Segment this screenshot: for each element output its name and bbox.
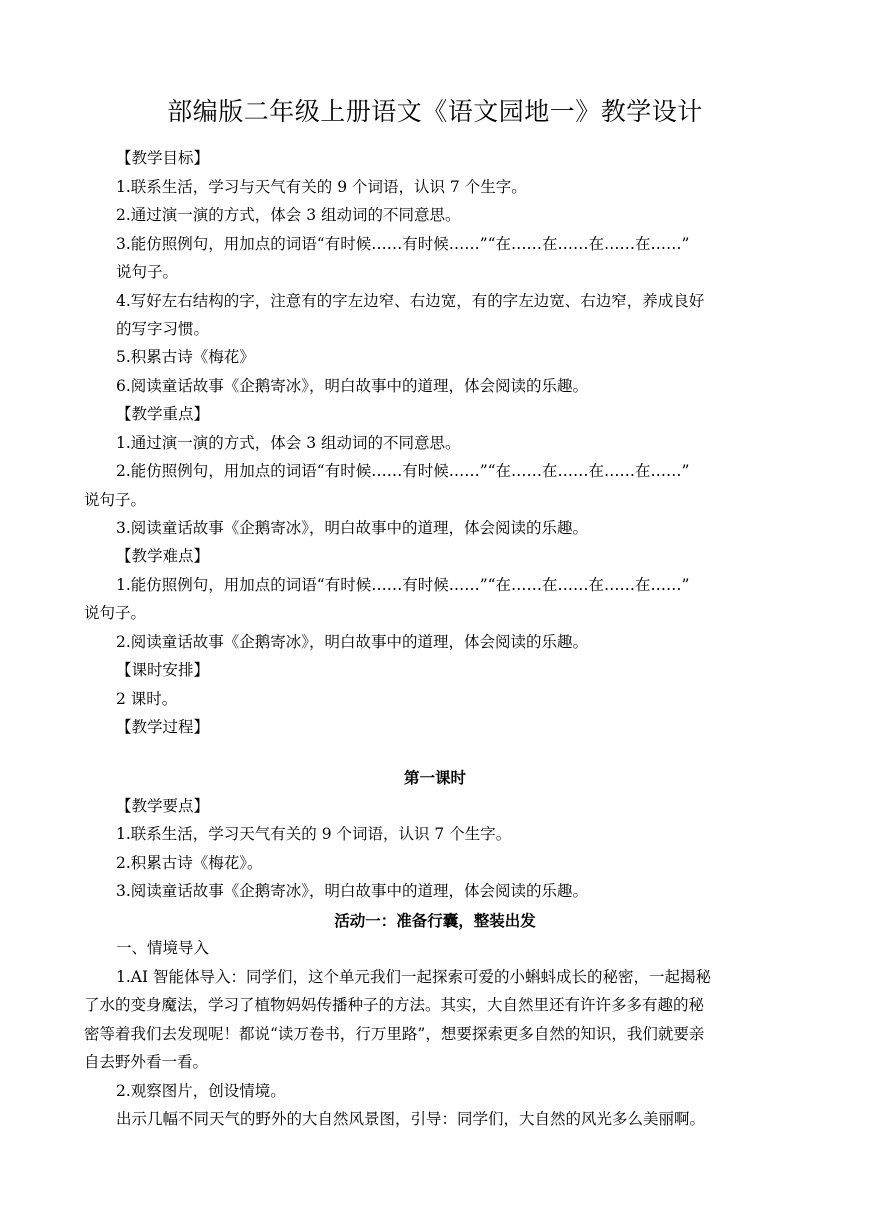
difficulty-item: 1.能仿照例句，用加点的词语“有时候……有时候……”“在……在……在……在……”	[116, 576, 690, 594]
process-heading: 【教学过程】	[116, 718, 210, 736]
goals-heading: 【教学目标】	[116, 149, 210, 167]
goal-item: 6.阅读童话故事《企鹅寄冰》，明白故事中的道理，体会阅读的乐趣。	[116, 377, 589, 395]
activity-title: 活动一：准备行囊，整装出发	[334, 911, 536, 930]
lesson-point-item: 2.积累古诗《梅花》。	[116, 854, 263, 872]
goal-item: 5.积累古诗《梅花》	[116, 348, 255, 366]
lesson-point-item: 3.阅读童话故事《企鹅寄冰》，明白故事中的道理，体会阅读的乐趣。	[116, 882, 589, 900]
goal-item: 3.能仿照例句，用加点的词语“有时候……有时候……”“在……在……在……在……”	[116, 235, 690, 253]
lesson-title: 第一课时	[403, 768, 466, 787]
difficulty-item: 2.阅读童话故事《企鹅寄冰》，明白故事中的道理，体会阅读的乐趣。	[116, 633, 589, 651]
key-points-heading: 【教学重点】	[116, 405, 210, 423]
paragraph-line: 2.观察图片，创设情境。	[116, 1082, 286, 1100]
lesson-point-item: 1.联系生活，学习天气有关的 9 个词语，认识 7 个生字。	[116, 825, 512, 843]
goal-item: 1.联系生活，学习与天气有关的 9 个词语，认识 7 个生字。	[116, 178, 527, 196]
paragraph-line: 了水的变身魔法，学习了植物妈妈传播种子的方法。其实，大自然里还有许许多多有趣的秘	[84, 996, 705, 1014]
section-heading: 一、情境导入	[116, 939, 210, 957]
schedule-heading: 【课时安排】	[116, 661, 210, 679]
paragraph-line: 出示几幅不同天气的野外的大自然风景图，引导：同学们，大自然的风光多么美丽啊。	[116, 1110, 706, 1128]
goal-item: 4.写好左右结构的字，注意有的字左边窄、右边宽，有的字左边宽、右边窄，养成良好	[116, 292, 705, 310]
key-point-item: 2.能仿照例句，用加点的词语“有时候……有时候……”“在……在……在……在……”	[116, 462, 690, 480]
paragraph-line: 1.AI 智能体导入：同学们，这个单元我们一起探索可爱的小蝌蚪成长的秘密，一起揭秘	[116, 968, 712, 986]
difficulties-heading: 【教学难点】	[116, 547, 210, 565]
key-point-item-continued: 说句子。	[84, 491, 147, 509]
key-point-item: 1.通过演一演的方式，体会 3 组动词的不同意思。	[116, 434, 461, 452]
goal-item-continued: 的写字习惯。	[116, 320, 210, 338]
paragraph-line: 自去野外看一看。	[84, 1053, 209, 1071]
document-title: 部编版二年级上册语文《语文园地一》教学设计	[167, 97, 703, 126]
key-point-item: 3.阅读童话故事《企鹅寄冰》，明白故事中的道理，体会阅读的乐趣。	[116, 519, 589, 537]
lesson-points-heading: 【教学要点】	[116, 797, 210, 815]
paragraph-line: 密等着我们去发现呢！都说“读万卷书，行万里路”，想要探索更多自然的知识，我们就要亲	[84, 1025, 705, 1043]
goal-item: 2.通过演一演的方式，体会 3 组动词的不同意思。	[116, 206, 461, 224]
difficulty-item-continued: 说句子。	[84, 604, 147, 622]
schedule-item: 2 课时。	[116, 690, 178, 708]
goal-item-continued: 说句子。	[116, 263, 179, 281]
